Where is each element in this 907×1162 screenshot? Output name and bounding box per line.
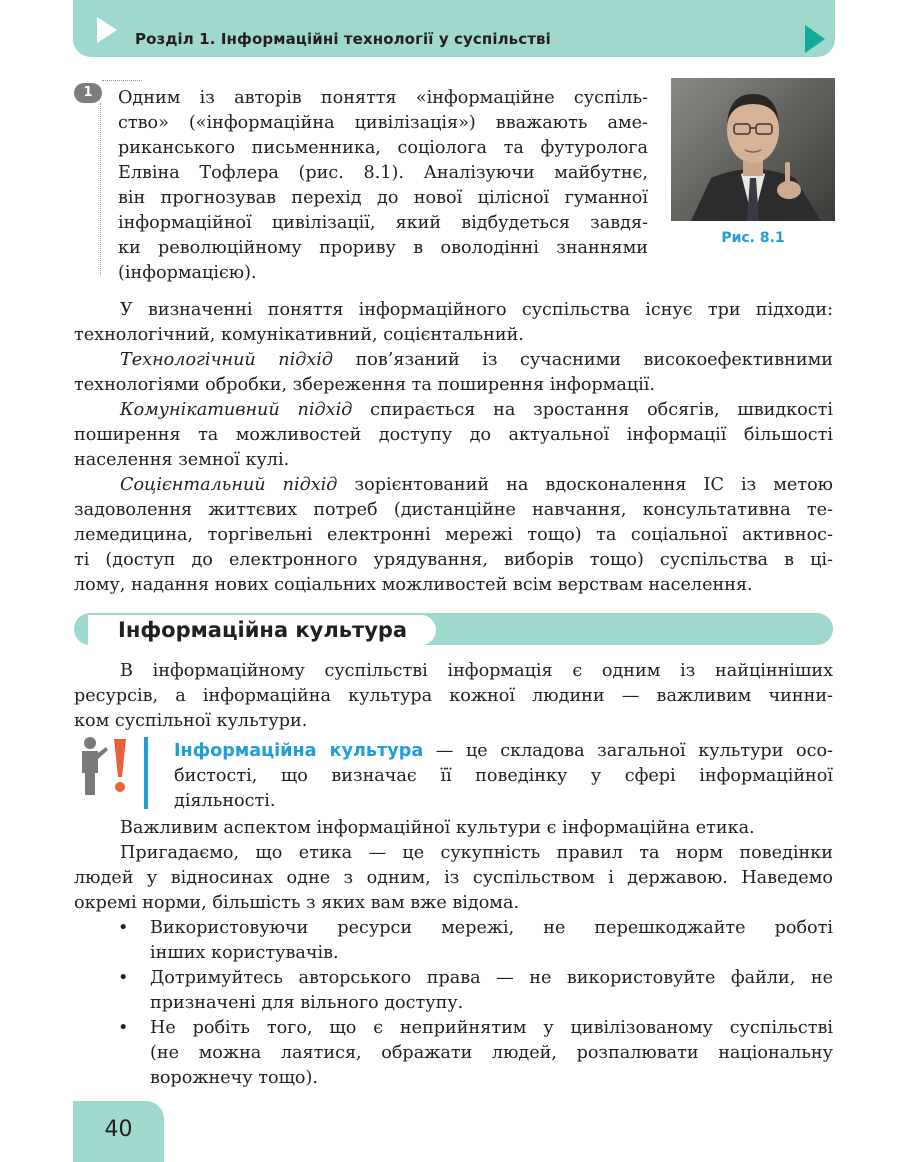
text-line bbox=[174, 739, 833, 764]
text-line: ство» («інформаційна цивілізація») вважають аме- bbox=[118, 113, 648, 133]
attention-person-icon bbox=[76, 735, 132, 795]
dotted-divider bbox=[100, 103, 101, 275]
text-fragment: спирається на зростання обсягів, швидкості bbox=[352, 400, 833, 420]
text-line: людей у відносинах одне з одним, із суспільством і державою. Наведемо bbox=[74, 868, 833, 888]
text-line: інформаційної цивілізації, який відбудеться завдя- bbox=[118, 213, 648, 233]
next-arrow-icon bbox=[805, 25, 825, 53]
societal-approach-paragraph bbox=[74, 473, 833, 598]
text-line bbox=[74, 348, 833, 373]
text-line: В інформаційному суспільстві інформація є одним із найцінніших bbox=[120, 661, 833, 681]
list-item bbox=[118, 966, 833, 1016]
approach-term: Соцієнтальний підхід bbox=[120, 475, 338, 495]
text-line bbox=[74, 473, 833, 498]
definition-term: Інформаційна культура bbox=[174, 741, 424, 761]
text-line: (не можна лаятися, ображати людей, розпалювати національну bbox=[150, 1043, 833, 1063]
text-line: він прогнозував перехід до нової цілісної гуманної bbox=[118, 188, 648, 208]
text-line: (інформацією). bbox=[118, 263, 257, 283]
text-line: Дотримуйтесь авторського права — не використовуйте файли, не bbox=[150, 968, 833, 988]
info-society-paragraph bbox=[74, 659, 833, 734]
text-line: Використовуючи ресурси мережі, не перешкоджайте роботі bbox=[150, 918, 833, 938]
text-fragment: — це складова загальної культури осо- bbox=[423, 741, 833, 761]
text-line: Пригадаємо, що етика — це сукупність правил та норм поведінки bbox=[120, 843, 833, 863]
text-line: технологіями обробки, збереження та поширення інформації. bbox=[74, 375, 656, 395]
play-icon bbox=[97, 17, 117, 43]
text-line: ком суспільної культури. bbox=[74, 711, 308, 731]
ethics-definition-paragraph bbox=[74, 841, 833, 916]
communicative-approach-paragraph bbox=[74, 398, 833, 473]
text-line: поширення та можливостей доступу до актуальної інформації більшості bbox=[74, 425, 833, 445]
bullet: • bbox=[118, 918, 129, 938]
list-item bbox=[118, 1016, 833, 1091]
definition-paragraph bbox=[174, 739, 833, 814]
text-line: технологічний, комунікативний, соцієнтальний. bbox=[74, 325, 524, 345]
bullet: • bbox=[118, 968, 129, 988]
text-fragment: пов’язаний із сучасними високоефективними bbox=[333, 350, 833, 370]
text-line: бистості, що визначає її поведінку у сфері інформаційної bbox=[174, 766, 833, 786]
text-line: Важливим аспектом інформаційної культури є інформаційна етика. bbox=[120, 818, 755, 838]
section-title: Інформаційна культура bbox=[118, 618, 408, 642]
text-line: діяльності. bbox=[174, 791, 276, 811]
text-line: У визначенні поняття інформаційного суспільства існує три підходи: bbox=[120, 300, 833, 320]
list-item bbox=[118, 916, 833, 966]
chapter-header bbox=[73, 0, 835, 57]
text-line: призначені для вільного доступу. bbox=[150, 993, 464, 1013]
ethics-paragraph bbox=[74, 816, 833, 841]
technological-approach-paragraph bbox=[74, 348, 833, 398]
text-line: ресурсів, а інформаційна культура кожної людини — важливим чинни- bbox=[74, 686, 833, 706]
text-line bbox=[74, 398, 833, 423]
text-line: лому, надання нових соціальних можливостей всім верствам населення. bbox=[74, 575, 753, 595]
text-line: Не робіть того, що є неприйнятим у цивілізованому суспільстві bbox=[150, 1018, 833, 1038]
text-line: населення земної кулі. bbox=[74, 450, 290, 470]
approach-term: Технологічний підхід bbox=[120, 350, 334, 370]
text-line: ки революційному прориву в оволодінні знаннями bbox=[118, 238, 648, 258]
bullet: • bbox=[118, 1018, 129, 1038]
paragraph-marker: 1 bbox=[74, 83, 102, 103]
dotted-divider bbox=[102, 80, 142, 81]
intro-paragraph bbox=[118, 86, 648, 286]
chapter-title: Розділ 1. Інформаційні технології у суспільстві bbox=[135, 30, 551, 48]
text-line: окремі норми, більшість з яких вам вже відома. bbox=[74, 893, 520, 913]
text-line: ті (доступ до електронного урядування, виборів тощо) суспільства в ці- bbox=[74, 550, 833, 570]
ethics-norms-list bbox=[118, 916, 833, 1091]
text-fragment: зорієнтований на вдосконалення ІС із метою bbox=[337, 475, 833, 495]
text-line: риканського письменника, соціолога та футуролога bbox=[118, 138, 648, 158]
approach-term: Комунікативний підхід bbox=[120, 400, 353, 420]
text-line: інших користувачів. bbox=[150, 943, 339, 963]
text-line: Одним із авторів поняття «інформаційне суспіль- bbox=[118, 88, 648, 108]
text-line: задоволення життєвих потреб (дистанційне навчання, консультативна те- bbox=[74, 500, 833, 520]
page-number: 40 bbox=[104, 1117, 133, 1142]
portrait-illustration bbox=[671, 78, 835, 221]
text-line: лемедицина, торгівельні електронні мережі тощо) та соціальної активнос- bbox=[74, 525, 833, 545]
approaches-paragraph bbox=[74, 298, 833, 348]
figure-caption: Рис. 8.1 bbox=[721, 230, 785, 246]
definition-bar bbox=[144, 737, 148, 809]
text-line: Елвіна Тофлера (рис. 8.1). Аналізуючи майбутнє, bbox=[118, 163, 648, 183]
portrait-photo bbox=[671, 78, 835, 221]
text-line: ворожнечу тощо). bbox=[150, 1068, 318, 1088]
